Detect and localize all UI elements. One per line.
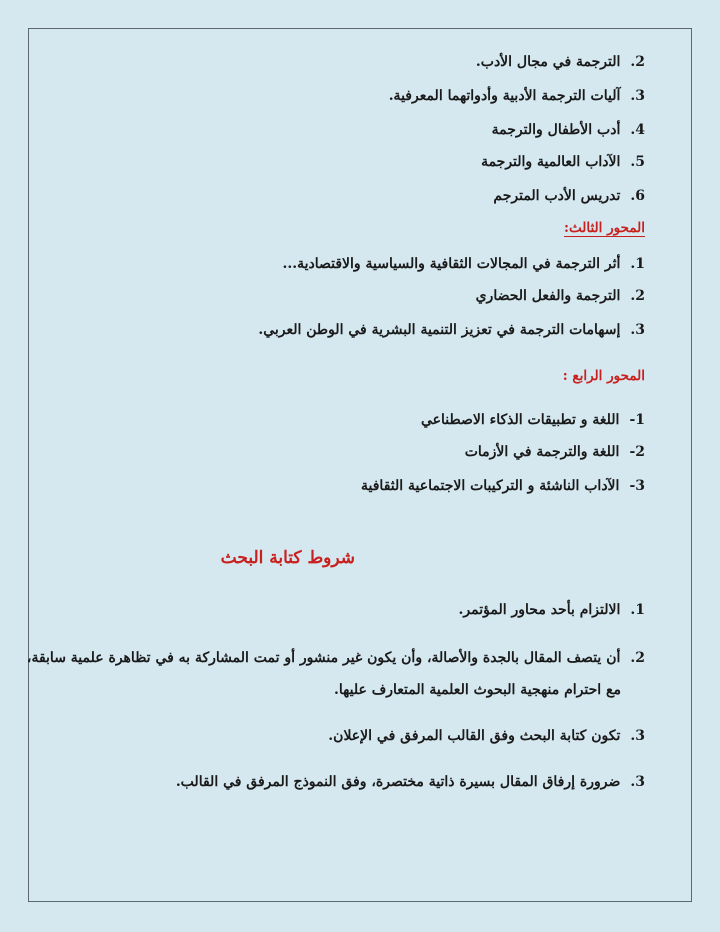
list-item: 3.آليات الترجمة الأدبية وأدواتهما المعرفية. — [388, 88, 645, 104]
list-item: 1.أثر الترجمة في المجالات الثقافية والسياسية والاقتصادية... — [282, 256, 645, 272]
list-item: 2.أن يتصف المقال بالجدة والأصالة، وأن يكون غير منشور أو تمت المشاركة به في تظاهرة علمية سابقة، — [26, 650, 645, 666]
list-item: 1.الالتزام بأحد محاور المؤتمر. — [458, 602, 645, 618]
list-item: 1-اللغة و تطبيقات الذكاء الاصطناعي — [420, 412, 645, 428]
list-item: 6.تدريس الأدب المترجم — [493, 188, 645, 204]
list-item: 3.تكون كتابة البحث وفق القالب المرفق في الإعلان. — [328, 728, 645, 744]
list-item: 5.الآداب العالمية والترجمة — [481, 154, 645, 170]
axis-3-heading: المحور الثالث: — [564, 220, 645, 236]
list-item-continuation: مع احترام منهجية البحوث العلمية المتعارف عليها. — [334, 682, 621, 698]
list-item: 2.الترجمة والفعل الحضاري — [475, 288, 645, 304]
list-item: 2-اللغة والترجمة في الأزمات — [464, 444, 645, 460]
conditions-title: شروط كتابة البحث — [220, 548, 355, 568]
list-item: 3-الآداب الناشئة و التركيبات الاجتماعية الثقافية — [361, 478, 645, 494]
list-item: 3.ضرورة إرفاق المقال بسيرة ذاتية مختصرة، وفق النموذج المرفق في القالب. — [175, 774, 645, 790]
list-item: 4.أدب الأطفال والترجمة — [491, 122, 645, 138]
list-item: 3.إسهامات الترجمة في تعزيز التنمية البشرية في الوطن العربي. — [258, 322, 645, 338]
list-item: 2.الترجمة في مجال الأدب. — [475, 54, 645, 70]
axis-4-heading: المحور الرابع : — [562, 368, 645, 384]
